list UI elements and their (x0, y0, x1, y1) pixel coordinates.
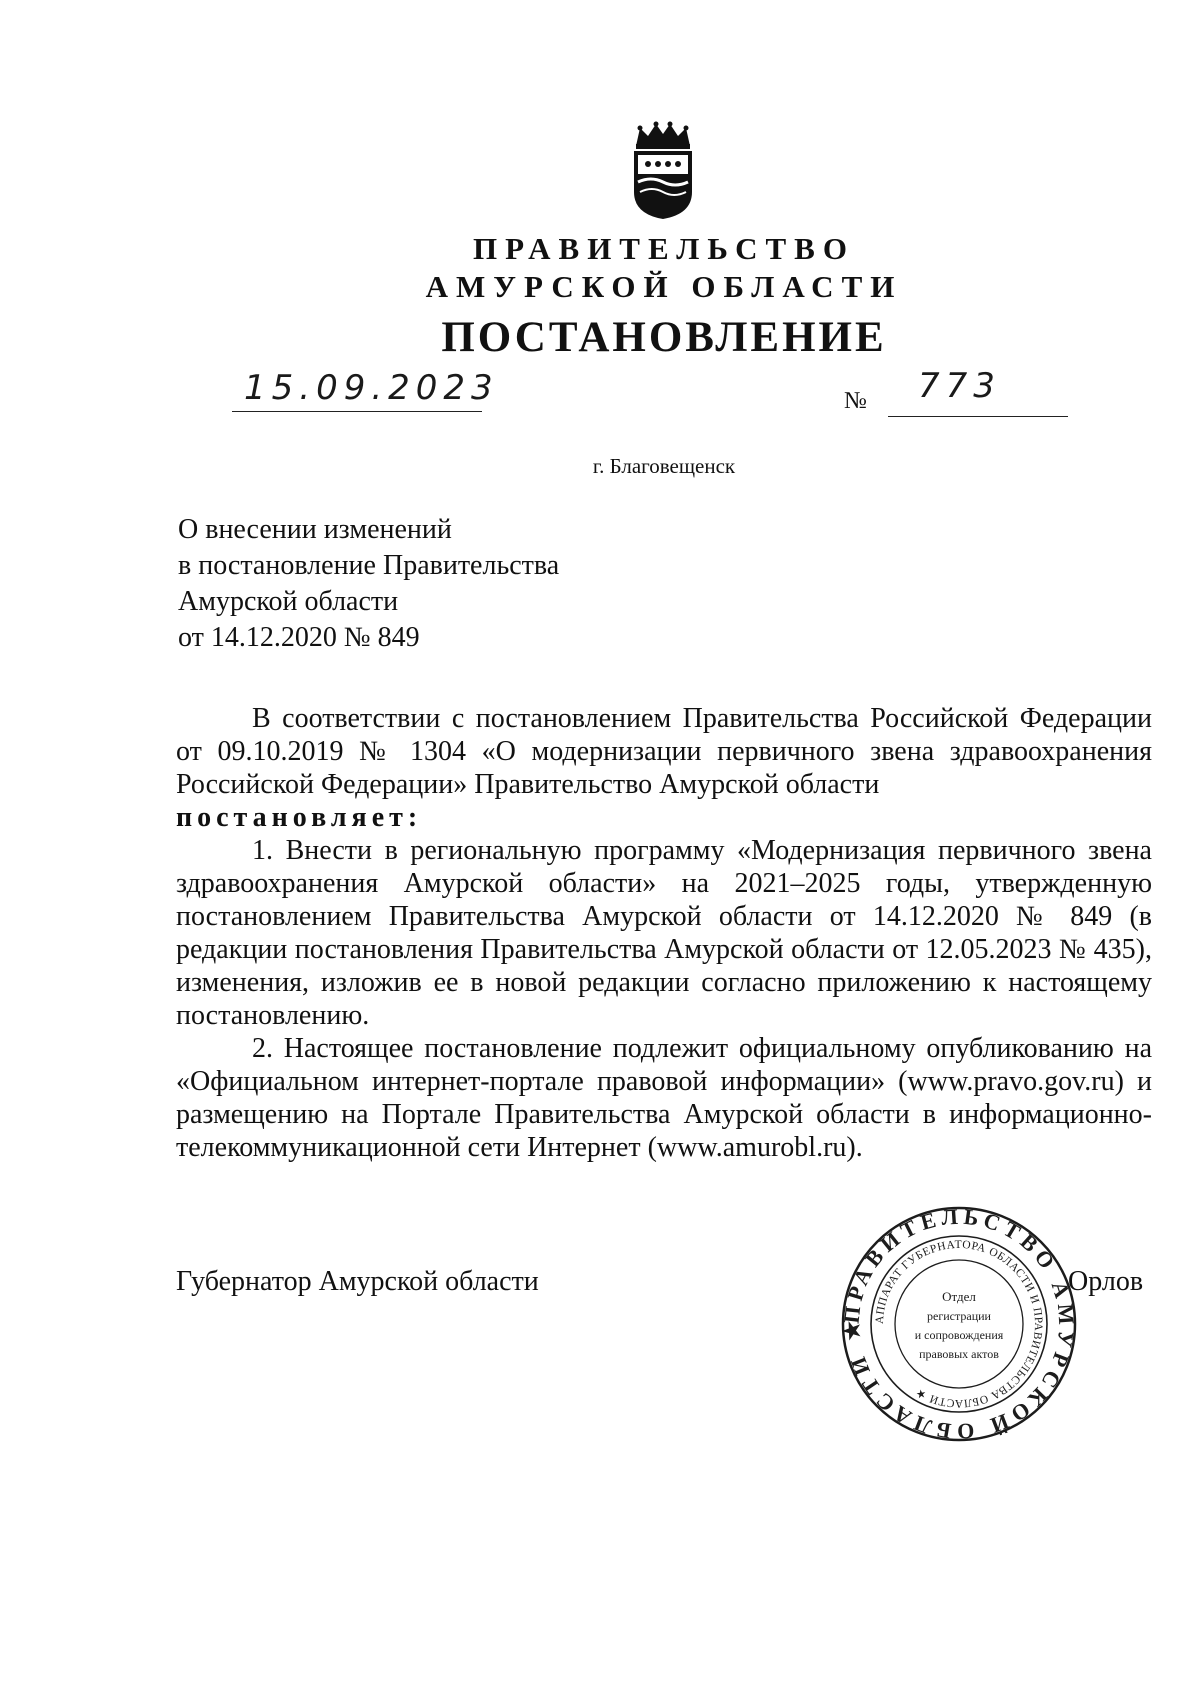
coat-of-arms-icon (626, 120, 700, 220)
item-1-paragraph: 1. Внести в региональную программу «Модернизация первичного звена здравоохранения Амурской области» на 2021–2025 годы, утвержденную постановлением Правительства Амурской области от 14.12.2020 № 849 (в редакции постановления Правительства Амурской области от 12.05.2023 № 435), изменения, изложив ее в новой редакции согласно приложению к настоящему постановлению. (176, 835, 1152, 1031)
handwritten-date: 15.09.2023 (244, 368, 499, 408)
decree-body (176, 702, 1152, 1164)
svg-text:Отдел: Отдел (942, 1289, 976, 1304)
preamble-paragraph: В соответствии с постановлением Правительства Российской Федерации от 09.10.2019 № 1304 «О модернизации первичного звена здравоохранения Российской Федерации» Правительство Амурской области (176, 703, 1152, 800)
subject-line: от 14.12.2020 № 849 (178, 622, 420, 653)
city-name: г. Благовещенск (592, 454, 736, 478)
date-underline (232, 411, 482, 412)
subject-line: в постановление Правительства (178, 550, 560, 581)
svg-text:правовых актов: правовых актов (919, 1347, 999, 1361)
signatory-position: Губернатор Амурской области (176, 1266, 539, 1297)
subject-line: Амурской области (178, 586, 399, 617)
number-underline (888, 416, 1068, 417)
subject-line: О внесении изменений (178, 514, 452, 545)
decides-keyword: постановляет: (176, 802, 423, 833)
svg-text:регистрации: регистрации (927, 1309, 991, 1323)
document-type-title: ПОСТАНОВЛЕНИЕ (441, 314, 887, 361)
handwritten-number: 773 (918, 366, 1001, 406)
organization-name-line2: АМУРСКОЙ ОБЛАСТИ (425, 269, 903, 304)
svg-text:АППАРАТ ГУБЕРНАТОРА ОБЛАСТИ И: АППАРАТ ГУБЕРНАТОРА ОБЛАСТИ И ПРАВИТЕЛЬСТВА ОБЛАСТИ ★ (873, 1238, 1045, 1410)
svg-text:и сопровождения: и сопровождения (914, 1328, 1004, 1342)
signatory-surname: Орлов (1068, 1266, 1144, 1297)
organization-name-line1: ПРАВИТЕЛЬСТВО (473, 231, 855, 266)
decree-subject (178, 512, 559, 656)
number-sign: № (844, 388, 867, 414)
svg-text:ПРАВИТЕЛЬСТВО АМУРСКОЙ ОБЛАСТИ: ПРАВИТЕЛЬСТВО АМУРСКОЙ ОБЛАСТИ ★ (838, 1203, 1080, 1445)
item-2-paragraph: 2. Настоящее постановление подлежит официальному опубликованию на «Официальном интернет-портале правовой информации» (www.pravo.gov.ru) и размещению на Портале Правительства Амурской области в информационно-телекоммуникационной сети Интернет (www.amurobl.ru). (176, 1033, 1152, 1163)
official-stamp-seal (838, 1203, 1080, 1445)
